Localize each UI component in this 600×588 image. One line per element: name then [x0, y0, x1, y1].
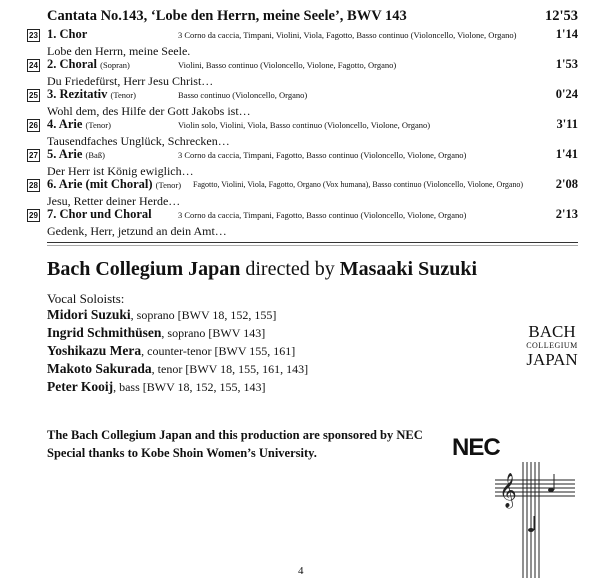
- track-number: 29: [27, 209, 40, 222]
- track-duration: 0'24: [555, 87, 578, 101]
- track-lyric: Wohl dem, des Hilfe der Gott Jakobs ist…: [47, 104, 251, 118]
- track-lyric: Lobe den Herrn, meine Seele.: [47, 44, 191, 58]
- soloist-name: Midori Suzuki: [47, 307, 131, 322]
- soloist-line: [47, 379, 266, 395]
- soloist-name: Peter Kooij: [47, 379, 114, 394]
- svg-text:𝄞: 𝄞: [499, 473, 517, 508]
- music-cross-icon: [493, 460, 577, 580]
- page-number: 4: [298, 565, 304, 577]
- track-duration: 1'41: [555, 147, 578, 161]
- soloist-name: Yoshikazu Mera: [47, 343, 142, 358]
- track-number: 24: [27, 59, 40, 72]
- soloist-role: , tenor [BWV 18, 155, 161, 143]: [151, 362, 309, 376]
- divider: [47, 245, 578, 246]
- track-title: 6. Arie (mit Choral) (Tenor): [47, 177, 182, 191]
- track-duration: 3'11: [556, 117, 578, 131]
- soloist-line: [47, 307, 276, 323]
- track-instruments: Violin solo, Violini, Viola, Basso continuo (Violoncello, Violone, Organo): [178, 120, 431, 130]
- track-number: 25: [27, 89, 40, 102]
- divider: [47, 242, 578, 243]
- soloist-role: , bass [BWV 18, 152, 155, 143]: [113, 380, 266, 394]
- sponsor-note: [47, 426, 423, 462]
- soloists-heading: Vocal Soloists:: [47, 291, 125, 306]
- track-lyric: Jesu, Retter deiner Herde…: [47, 194, 181, 208]
- track-voice: (Sopran): [100, 60, 130, 70]
- cantata-title: Cantata No.143, ‘Lobe den Herrn, meine Seele’, BWV 143: [47, 8, 407, 24]
- track-lyric: Der Herr ist König ewiglich…: [47, 164, 194, 178]
- nec-logo: NEC: [452, 434, 500, 461]
- track-instruments: 3 Corno da caccia, Timpani, Violini, Viola, Fagotto, Basso continuo (Violoncello, Violone, Organo): [178, 30, 517, 40]
- track-voice: (Baß): [85, 150, 105, 160]
- track-number: 26: [27, 119, 40, 132]
- track-row: [0, 207, 600, 243]
- soloist-role: , counter-tenor [BWV 155, 161]: [141, 344, 296, 358]
- conductor-name: Masaaki Suzuki: [339, 258, 478, 280]
- soloist-role: , soprano [BWV 18, 152, 155]: [130, 308, 277, 322]
- track-number: 23: [27, 29, 40, 42]
- track-instruments: Fagotto, Violini, Viola, Fagotto, Organo (Vox humana), Basso continuo (Violoncello, Violone, Organo): [193, 180, 524, 189]
- bach-collegium-japan-logo: BACH COLLEGIUM JAPAN: [526, 322, 578, 369]
- track-title: 5. Arie (Baß): [47, 147, 105, 161]
- soloist-line: [47, 343, 295, 359]
- track-voice: (Tenor): [110, 90, 136, 100]
- track-title: 3. Rezitativ (Tenor): [47, 87, 136, 101]
- cantata-duration: 12'53: [544, 8, 578, 24]
- track-duration: 2'13: [555, 207, 578, 221]
- thanks-line: Special thanks to Kobe Shoin Women’s University.: [47, 446, 317, 460]
- track-duration: 2'08: [555, 177, 578, 191]
- track-title: 7. Chor und Choral: [47, 207, 152, 221]
- track-title: 1. Chor: [47, 27, 88, 41]
- track-title: 2. Choral (Sopran): [47, 57, 130, 71]
- track-voice: (Tenor): [85, 120, 111, 130]
- soloist-name: Ingrid Schmithüsen: [47, 325, 162, 340]
- soloist-line: [47, 325, 265, 341]
- ensemble-name: Bach Collegium Japan: [47, 258, 241, 280]
- track-instruments: Basso continuo (Violoncello, Organo): [178, 90, 308, 100]
- track-instruments: Violini, Basso continuo (Violoncello, Violone, Fagotto, Organo): [178, 60, 397, 70]
- soloist-name: Makoto Sakurada: [47, 361, 152, 376]
- soloist-role: , soprano [BWV 143]: [161, 326, 266, 340]
- track-duration: 1'14: [555, 27, 578, 41]
- track-lyric: Du Friedefürst, Herr Jesu Christ…: [47, 74, 214, 88]
- soloist-line: [47, 361, 308, 377]
- track-instruments: 3 Corno da caccia, Timpani, Fagotto, Basso continuo (Violoncello, Violone, Organo): [178, 210, 467, 220]
- track-lyric: Gedenk, Herr, jetzund an dein Amt…: [47, 224, 227, 238]
- track-duration: 1'53: [555, 57, 578, 71]
- track-voice: (Tenor): [155, 180, 182, 190]
- ensemble-heading: [47, 258, 477, 281]
- track-number: 28: [27, 179, 40, 192]
- track-title: 4. Arie (Tenor): [47, 117, 111, 131]
- track-number: 27: [27, 149, 40, 162]
- track-lyric: Tausendfaches Unglück, Schrecken…: [47, 134, 230, 148]
- sponsor-line: The Bach Collegium Japan and this production are sponsored by NEC: [47, 428, 423, 442]
- ensemble-connector: directed by: [245, 258, 335, 280]
- track-instruments: 3 Corno da caccia, Timpani, Fagotto, Basso continuo (Violoncello, Violone, Organo): [178, 150, 467, 160]
